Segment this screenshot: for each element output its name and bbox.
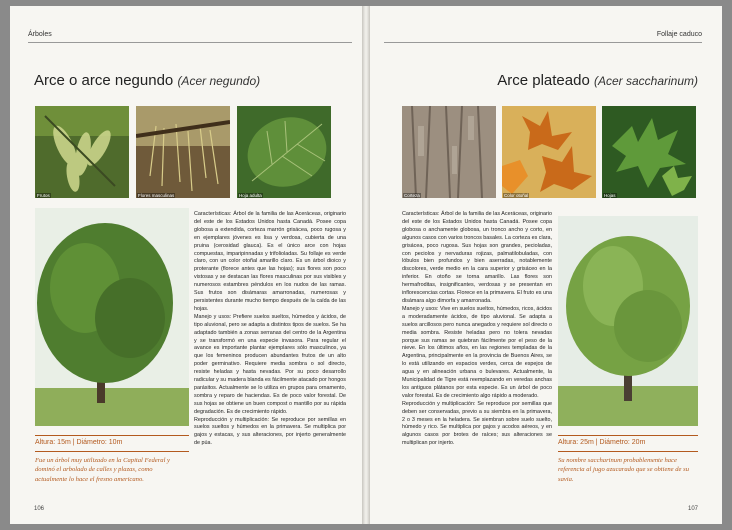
- left-measure-rule-bottom: [35, 451, 189, 452]
- silver-maple-tree-photo-icon: [558, 216, 698, 426]
- right-quote: Su nombre saccharinum probablemente hace referencia al jugo azucarado que se obtiene de su savia.: [558, 457, 689, 483]
- right-page: [370, 6, 722, 524]
- right-thumb-caption-2: Color otoñal: [504, 193, 529, 198]
- leaves-photo-icon: [602, 106, 696, 198]
- left-title: [34, 72, 260, 89]
- left-thumb-fruits: [35, 106, 129, 198]
- right-header-rule: [384, 42, 702, 43]
- right-thumb-caption-3: Hojas: [604, 193, 616, 198]
- left-header-rule: [28, 42, 352, 43]
- left-thumb-caption-1: Frutos: [37, 193, 50, 198]
- right-body-text: [402, 211, 552, 448]
- right-body-characteristics: Características: Árbol de la familia de las Aceráceas, originario del este de los Estados Unidos hasta Canadá. Posee copa globosa o anchamente globosa, un tronco ancho y corto, en algunos casos con varios troncos basales. La corteza es clara, grisácea, poco rugosa. Sus hojas son grandes, pecioladas, con peciolos y nervaduras rojizas, palmatilobuladas, con lóbulos bien profundos y bien aserradas, notablemente discolores, verde medio en la cara superior y grisáceo en la inferior. En otoño se torna amarillo. Las flores son hermafroditas, insignificantes, verdosas y se presentan en inflorescencias cortas. Florece en la primavera. El fruto es una disámara algo dimorfa y amarronada.: [402, 211, 552, 304]
- autumn-color-photo-icon: [502, 106, 596, 198]
- bark-photo-icon: [402, 106, 496, 198]
- right-thumb-caption-1: Corteza: [404, 193, 420, 198]
- left-thumb-caption-3: Hoja adulta: [239, 193, 262, 198]
- right-measure-rule-top: [558, 435, 698, 436]
- left-measure: Altura: 15m | Diámetro: 10m: [35, 439, 123, 446]
- left-body-management: Manejo y usos: Prefiere suelos sueltos, húmedos y ácidos, de tipo aluvional, pero se adapta a distintos tipos de suelos. Se ha adaptado también a zonas serranas del centro de la Argentina y se transformó en una especie invasora. Para regular el avance es importante plantar ejemplares sólo masculinos, ya que los femeninos producen abundantes frutos de un alto poder germinativo. Requiere media sombra o sol directo, resiste heladas y hasta nevadas. Por su poco desarrollo radicular y su madera blanda es fácilmente atacado por hongos parásitos. Actualmente se lo utiliza en grupos para ornamento, sombra y reparo de haciendas. Es de poco valor forestal. De sus hojas se obtiene un buen compost o mantillo por su rápida degradación. Es de crecimiento rápido.: [194, 313, 346, 415]
- left-body-reproduction: Reproducción y multiplicación: Se reproduce por semillas en suelos sueltos y húmedos en la primavera. Se multiplica por gajos y estacas, y sus alteraciones, por injerto generalmente de púa.: [194, 416, 346, 447]
- left-thumb-leaf: [237, 106, 331, 198]
- right-header: Follaje caduco: [656, 31, 702, 38]
- right-title: [497, 72, 698, 89]
- right-page-number: 107: [687, 506, 698, 512]
- left-title-common: Arce o arce negundo: [34, 72, 174, 89]
- right-title-common: Arce plateado: [497, 72, 590, 89]
- right-measure: Altura: 25m | Diámetro: 20m: [558, 439, 646, 446]
- book-gutter: [362, 6, 370, 524]
- left-thumb-flowers: [136, 106, 230, 198]
- right-body-reproduction: Reproducción y multiplicación: Se reproduce por semillas que deben ser conservadas, previo a su siembra en la primavera, 2 o 3 meses en la heladera. Se siembran sobre suelo suelto, húmedo y rico. Se multiplica por gajos y acodos aéreos, y en algunos casos por brotes de raíces; sus alteraciones se multiplican por injerto.: [402, 400, 552, 447]
- left-header: Árboles: [28, 31, 52, 38]
- adult-leaf-photo-icon: [237, 106, 331, 198]
- left-title-scientific: (Acer negundo): [177, 74, 261, 88]
- box-elder-tree-photo-icon: [35, 208, 189, 426]
- right-tree-photo: [558, 216, 698, 426]
- left-thumb-caption-2: Flores masculinas: [138, 193, 175, 198]
- left-measure-rule-top: [35, 435, 189, 436]
- right-thumb-bark: [402, 106, 496, 198]
- right-measure-rule-bottom: [558, 451, 698, 452]
- right-thumb-autumn: [502, 106, 596, 198]
- left-quote: Fue un árbol muy utilizado en la Capital Federal y dominó el arbolado de calles y plazas, como actualmente lo hace el fresno americano.: [35, 457, 170, 483]
- samara-fruit-photo-icon: [35, 106, 129, 198]
- left-page-number: 106: [34, 506, 45, 512]
- male-flowers-photo-icon: [136, 106, 230, 198]
- left-body-text: [194, 211, 346, 448]
- right-title-scientific: (Acer saccharinum): [593, 74, 698, 88]
- left-page: [10, 6, 362, 524]
- right-thumb-leaves: [602, 106, 696, 198]
- left-body-characteristics: Características: Árbol de la familia de las Aceráceas, originario del este de los Estados Unidos hasta Canadá. Posee copa globosa a extendida, corteza marrón grisácea, poco rugosa y en ejemplares jóvenes es lisa y verdosa, cubierta de una pruina (cerosidad glauca). Es el único arce con hojas compuestas, imparipinnadas y trifolioladas. Su follaje es verde claro, con un color otoñal amarillo claro. Es un árbol dioico y proterante (florece antes que las hojas); sus flores son poco vistosas y se destacan las flores masculinas por sus visibles y numerosos estambres péndulos en los nudos de las ramas. Sus frutos son disámaras amarronadas, numerosas y persistentes durante mucho tiempo después de la caída de las hojas.: [194, 211, 346, 312]
- left-tree-photo: [35, 208, 189, 426]
- right-body-management: Manejo y usos: Vive en suelos sueltos, húmedos, ricos, ácidos a moderadamente ácidos, de tipo aluvional. Se adapta a suelos arcillosos pero nunca anegados y requiere sol directo o media sombra. Resiste heladas pero no tolera nevadas porque sus ramas se quiebran fácilmente por el peso de la nieve. En los últimos años, en las regiones templadas de la Argentina, principalmente en la provincia de Buenos Aires, se lo está utilizando en espacios verdes, cerca de espejos de agua y en alineación urbana o bulevares. Actualmente, la Municipalidad de Tigre está reemplazando en veredas anchas los antiguos plátanos por esta especie. Es un árbol de poco valor forestal. Es de crecimiento algo rápido a moderado.: [402, 305, 552, 399]
